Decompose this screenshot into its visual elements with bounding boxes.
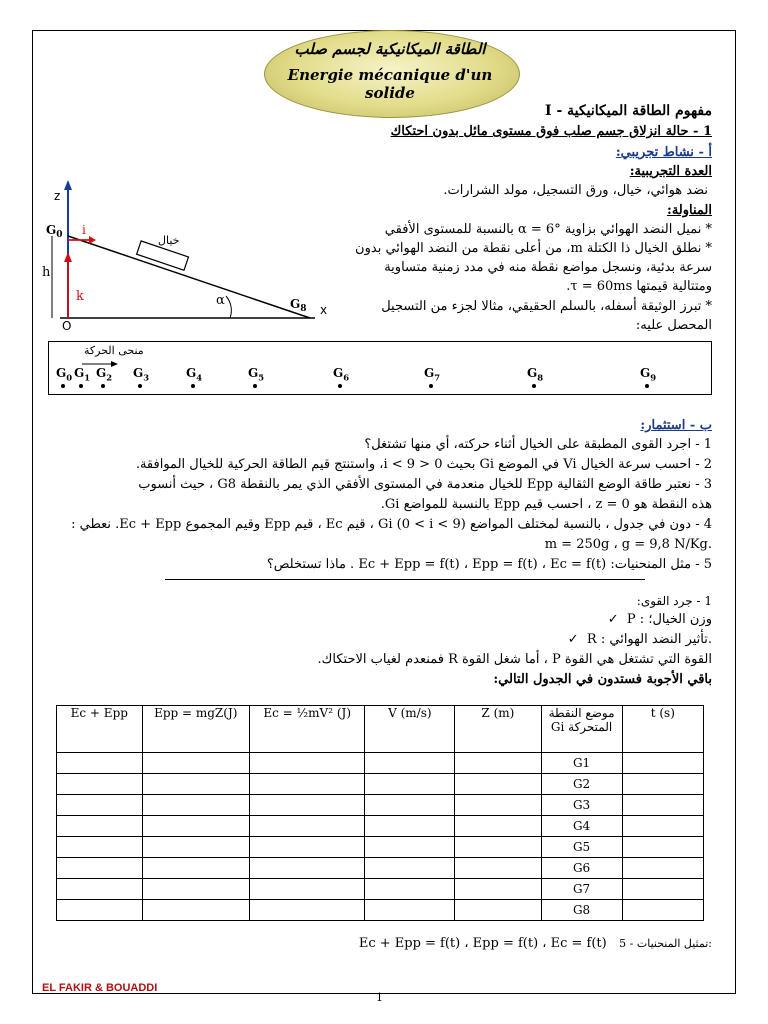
empty-cell (455, 816, 541, 837)
recording-point-dot (61, 384, 65, 388)
i-label: i (82, 223, 86, 237)
i-arrow-icon (89, 236, 96, 244)
recording-point-label: $G_8$ (527, 366, 544, 383)
check-icon: ✓ (567, 632, 579, 647)
table-row (57, 816, 704, 837)
q5-repeat (350, 936, 712, 951)
k-arrow-icon (64, 252, 72, 262)
empty-cell (142, 837, 249, 858)
work-answer: القوة التي تشتغل هي القوة P ، أما شغل القوة R فمنعدم لغياب الاحتكاك. (317, 652, 712, 667)
force-reaction: R : تأثير النضد الهوائي. (586, 632, 712, 647)
empty-cell (455, 879, 541, 900)
question-5: 5 - مثل المنحنيات: Ec + Epp = f(t) ، Epp = f(t) ، Ec = f(t) . ماذا تستخلص؟ (266, 557, 712, 572)
empty-cell (365, 816, 455, 837)
empty-cell (365, 774, 455, 795)
empty-cell (249, 900, 365, 921)
force-reaction-row (412, 632, 712, 647)
empty-cell (57, 816, 143, 837)
check-icon: ✓ (607, 612, 619, 627)
recording-point-label: $G_6$ (333, 366, 350, 383)
recording-point-dot (101, 384, 105, 388)
table-body (57, 753, 704, 921)
position-cell: G3 (541, 795, 622, 816)
recording-point-label: $G_0$ (56, 366, 73, 383)
empty-cell (365, 858, 455, 879)
empty-cell (142, 816, 249, 837)
empty-cell (57, 858, 143, 879)
col-velocity: V (m/s) (365, 706, 455, 753)
procedure-title: المناولة: (667, 203, 712, 218)
empty-cell (57, 879, 143, 900)
page-number: 1 (376, 991, 383, 1004)
force-weight: P : وزن الخيال؛ (626, 612, 712, 627)
empty-cell (455, 900, 541, 921)
question-1: 1 - اجرد القوى المطبقة على الخيال أثناء حركته، أي منها تشتغل؟ (364, 437, 712, 452)
origin-label: O (62, 319, 72, 333)
title-arabic: الطاقة الميكانيكية لجسم صلب (294, 40, 486, 58)
empty-cell (622, 900, 703, 921)
alpha-label: α (216, 293, 225, 308)
h-label: h (42, 265, 51, 280)
empty-cell (622, 879, 703, 900)
empty-cell (365, 900, 455, 921)
recording-point-label: $G_9$ (640, 366, 657, 383)
section-heading: I - مفهوم الطاقة الميكانيكية (545, 103, 712, 119)
empty-cell (455, 753, 541, 774)
recording-point-dot (532, 384, 536, 388)
position-cell: G8 (541, 900, 622, 921)
position-cell: G5 (541, 837, 622, 858)
recording-point-dot (138, 384, 142, 388)
empty-cell (622, 774, 703, 795)
empty-cell (249, 879, 365, 900)
motion-caption: منحى الحركة (84, 344, 144, 357)
empty-cell (455, 837, 541, 858)
recording-point-dot (253, 384, 257, 388)
results-table (56, 705, 704, 921)
position-cell: G4 (541, 816, 622, 837)
force-weight-row (412, 612, 712, 627)
procedure-step1: * نميل النضد الهوائي بزاوية α = 6° بالنسبة للمستوى الأفقي (384, 222, 712, 237)
z-arrow-icon (64, 180, 72, 190)
empty-cell (249, 795, 365, 816)
g0-label: $G_0$ (46, 223, 63, 240)
empty-cell (57, 753, 143, 774)
equipment-title: العدة التجريبية: (629, 164, 712, 179)
empty-cell (622, 795, 703, 816)
table-row (57, 774, 704, 795)
recording-point-label: $G_3$ (133, 366, 150, 383)
alpha-arc (226, 296, 231, 318)
empty-cell (249, 858, 365, 879)
col-epp: Epp = mgZ(J) (142, 706, 249, 753)
empty-cell (142, 795, 249, 816)
empty-cell (249, 837, 365, 858)
table-row (57, 900, 704, 921)
recording-point-dot (79, 384, 83, 388)
q5-repeat-label: 5 - تمثيل المنحنيات: (619, 937, 712, 950)
recording-point-dot (338, 384, 342, 388)
separator-line (165, 579, 645, 580)
incline-line (68, 236, 310, 318)
empty-cell (142, 879, 249, 900)
col-position: موضع النقطة المتحركة Gi (541, 706, 622, 753)
recording-point-label: $G_7$ (424, 366, 441, 383)
question-3b: هذه النقطة هو z = 0 ، احسب قيم Epp بالنسبة للمواضع Gi. (380, 497, 712, 512)
recording-point-label: $G_4$ (186, 366, 203, 383)
question-4a: 4 - دون في جدول ، بالنسبة لمختلف المواضع Gi (0 < i < 9) ، قيم Ec ، قيم Epp وقيم المجموع Ec + Epp. نعطي : (71, 517, 712, 532)
empty-cell (365, 879, 455, 900)
table-row (57, 858, 704, 879)
authors: EL FAKIR & BOUADDI (42, 982, 158, 994)
glider-label: خيال (158, 234, 180, 247)
exploit-heading: ب - استثمار: (640, 418, 712, 433)
position-cell: G6 (541, 858, 622, 879)
position-cell: G2 (541, 774, 622, 795)
procedure-step2b: سرعة بدئية، ونسجل مواضع نقطة منه في مدد زمنية متساوية (384, 260, 712, 275)
k-label: k (76, 289, 84, 304)
position-cell: G7 (541, 879, 622, 900)
empty-cell (622, 858, 703, 879)
empty-cell (365, 795, 455, 816)
empty-cell (455, 858, 541, 879)
recording-point-label: $G_5$ (248, 366, 265, 383)
empty-cell (57, 837, 143, 858)
table-row (57, 795, 704, 816)
col-ec: Ec = ½mV² (J) (249, 706, 365, 753)
recording-point-dot (645, 384, 649, 388)
procedure-step2c: ومتتالية قيمتها τ = 60ms. (566, 279, 712, 294)
position-cell: G1 (541, 753, 622, 774)
question-2: 2 - احسب سرعة الخيال Vi في الموضع Gi بحيث 0 < i < 9، واستنتج قيم الطاقة الحركية للخيال الموافقة. (135, 457, 712, 472)
empty-cell (57, 900, 143, 921)
recording-point-label: $G_1$ (74, 366, 91, 383)
q5-repeat-equation: Ec + Epp = f(t) ، Epp = f(t) ، Ec = f(t) (358, 936, 607, 951)
table-row (57, 753, 704, 774)
empty-cell (622, 753, 703, 774)
empty-cell (622, 816, 703, 837)
empty-cell (365, 837, 455, 858)
equipment-text: نضد هوائي، خيال، ورق التسجيل، مولد الشرارات. (443, 183, 708, 198)
incline-diagram (40, 178, 340, 334)
empty-cell (249, 774, 365, 795)
procedure-step3a: * تبرز الوثيقة أسفله، بالسلم الحقيقي، مثالا لجزء من التسجيل (381, 299, 712, 314)
table-row (57, 879, 704, 900)
subsection-heading: 1 - حالة انزلاق جسم صلب فوق مستوى مائل بدون احتكاك (390, 124, 712, 139)
question-3a: 3 - نعتبر طاقة الوضع الثقالية Epp للخيال منعدمة في المستوى الأفقي الذي يمر بالنقطة G8 ، حيث أنسوب (138, 477, 712, 492)
z-label: z (54, 189, 61, 203)
rest-answer: باقي الأجوبة فستدون في الجدول التالي: (493, 672, 712, 687)
empty-cell (365, 753, 455, 774)
empty-cell (142, 753, 249, 774)
procedure-step2a: * نطلق الخيال ذا الكتلة m، من أعلى نقطة من النضد الهوائي بدون (355, 241, 712, 256)
table-row (57, 837, 704, 858)
procedure-step3b: المحصل عليه: (635, 318, 712, 333)
empty-cell (142, 900, 249, 921)
empty-cell (249, 816, 365, 837)
empty-cell (455, 774, 541, 795)
g8-label: $G_8$ (290, 297, 307, 314)
question-4b: m = 250g ، g = 9,8 N/Kg. (544, 537, 712, 552)
recording-point-label: $G_2$ (96, 366, 113, 383)
x-label: x (320, 303, 328, 317)
recording-point-dot (429, 384, 433, 388)
empty-cell (57, 774, 143, 795)
empty-cell (622, 837, 703, 858)
empty-cell (57, 795, 143, 816)
recording-point-dot (191, 384, 195, 388)
answer-1-title: 1 - جرد القوى: (636, 594, 712, 608)
col-z: Z (m) (455, 706, 541, 753)
activity-heading: أ - نشاط تجريبي: (615, 145, 712, 160)
empty-cell (249, 753, 365, 774)
title-french: Energie mécanique d'un solide (287, 66, 493, 102)
col-ec-epp: Ec + Epp (57, 706, 143, 753)
col-time: t (s) (622, 706, 703, 753)
empty-cell (142, 774, 249, 795)
empty-cell (142, 858, 249, 879)
empty-cell (455, 795, 541, 816)
